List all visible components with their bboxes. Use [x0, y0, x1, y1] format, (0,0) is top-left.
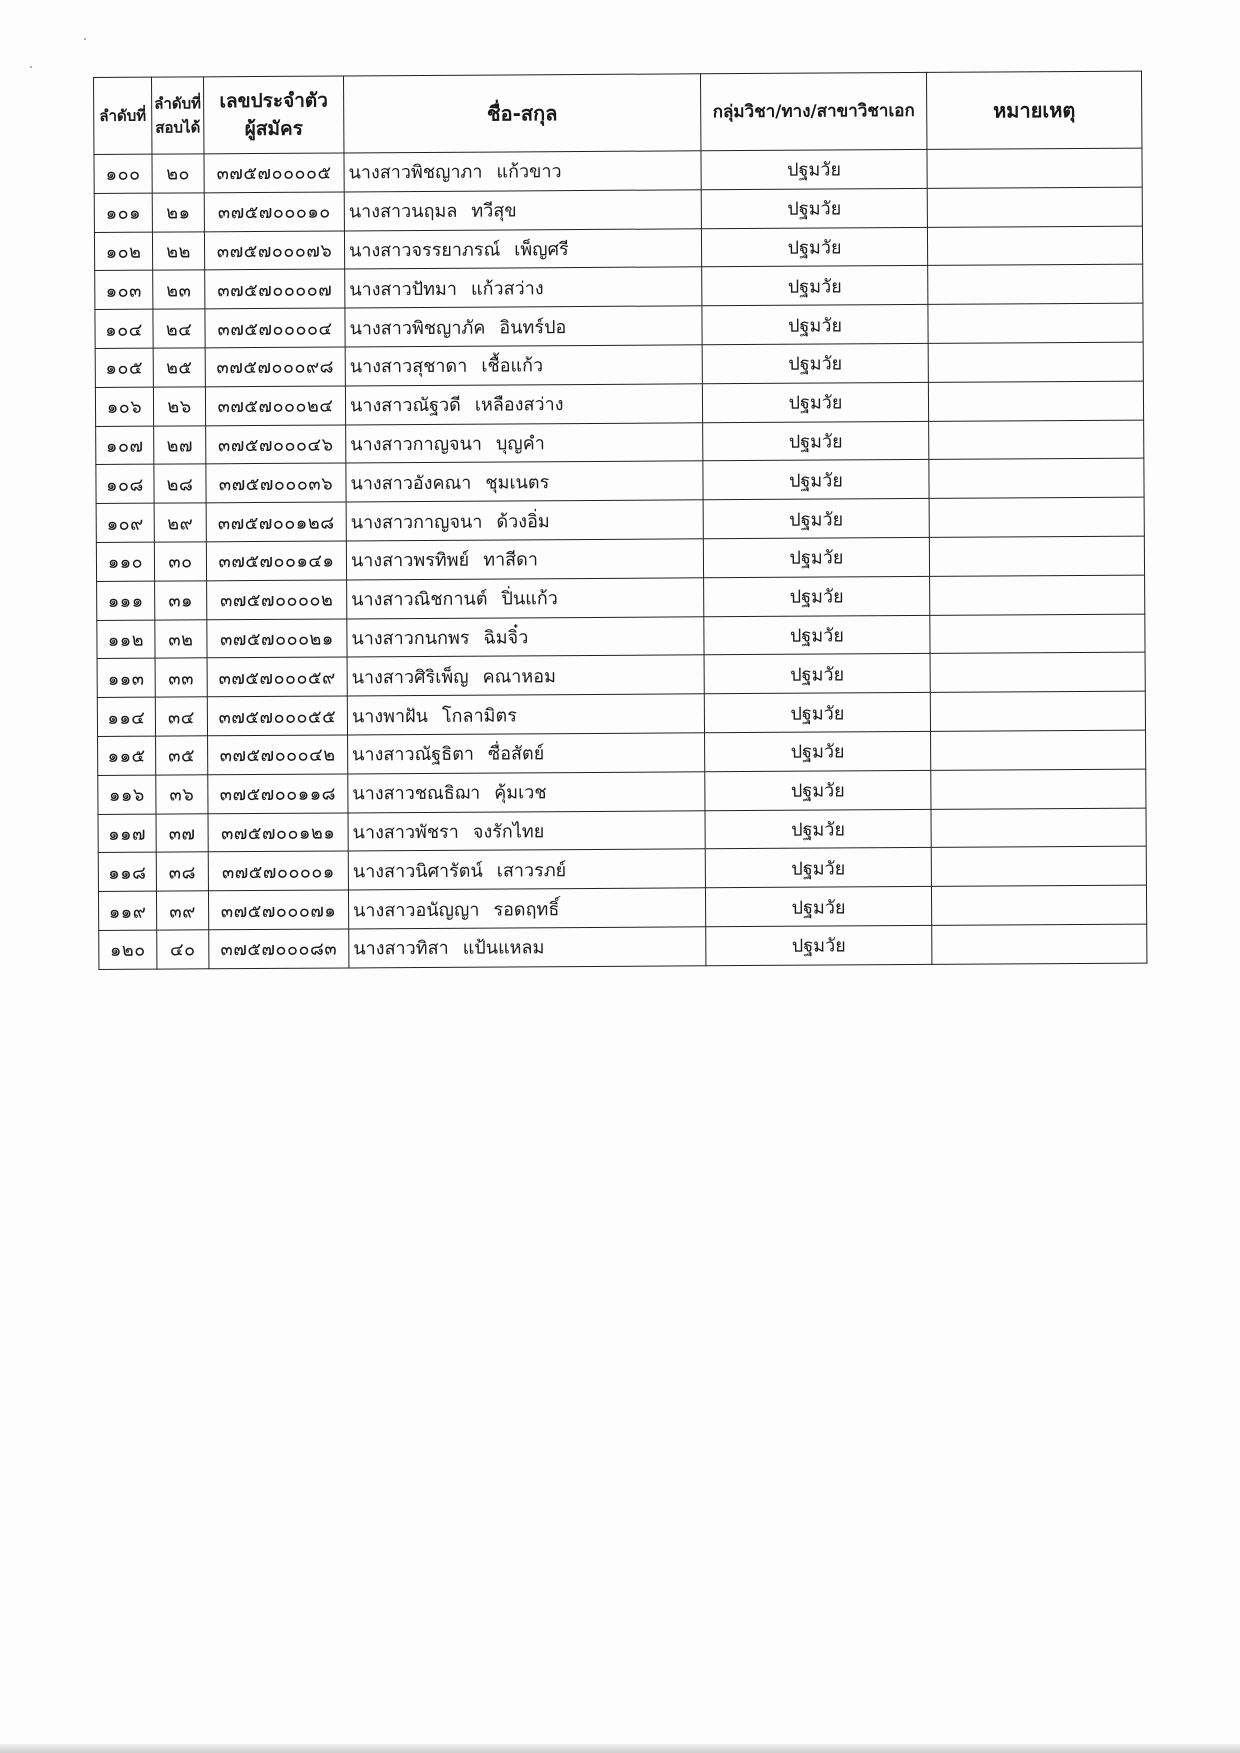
- cell-order: ๑๐๑: [94, 193, 152, 232]
- cell-name: [348, 888, 705, 929]
- last-name: แก้วขาว: [496, 161, 562, 183]
- cell-remark: [929, 420, 1144, 460]
- cell-rank: ๒๘: [154, 464, 206, 503]
- first-name: นางสาวสุชาดา: [349, 356, 468, 378]
- cell-subject: ปฐมวัย: [704, 615, 930, 655]
- cell-name: [346, 422, 703, 463]
- first-name: นางสาวกาญจนา: [350, 433, 483, 456]
- first-name: นางสาวพิชญาภัค: [349, 317, 486, 340]
- cell-order: ๑๑๑: [97, 581, 155, 620]
- cell-order: ๑๐๗: [96, 426, 154, 465]
- last-name: บุญคำ: [495, 433, 545, 455]
- cell-remark: [928, 342, 1143, 382]
- last-name: ด้วงอิ่ม: [496, 510, 550, 533]
- cell-subject: ปฐมวัย: [701, 227, 927, 267]
- cell-order: ๑๑๔: [97, 697, 155, 736]
- cell-name: [348, 772, 705, 813]
- header-remark: หมายเหตุ: [926, 71, 1141, 149]
- table-row: [96, 536, 1144, 581]
- header-applicant-id: เลขประจำตัว ผู้สมัคร: [204, 76, 344, 154]
- cell-applicant-id: ๓๗๕๗๐๐๐๔๖: [206, 425, 346, 465]
- first-name: นางสาวนฤมล: [348, 200, 458, 223]
- scan-speck: [84, 38, 86, 40]
- cell-remark: [928, 381, 1143, 421]
- cell-rank: ๓๔: [155, 697, 207, 736]
- cell-subject: ปฐมวัย: [705, 731, 931, 771]
- cell-rank: ๒๓: [153, 270, 205, 309]
- last-name: อินทร์ปอ: [499, 316, 567, 339]
- table-row: [95, 303, 1143, 348]
- cell-remark: [931, 769, 1146, 809]
- cell-subject: ปฐมวัย: [702, 266, 928, 306]
- cell-rank: ๔๐: [157, 930, 209, 969]
- header-subject: กลุ่มวิชา/ทาง/สาขาวิชาเอก: [700, 72, 926, 150]
- cell-remark: [931, 730, 1146, 770]
- cell-rank: ๒๕: [153, 348, 205, 387]
- last-name: คณาหอม: [482, 665, 556, 688]
- first-name: นางพาฝัน: [351, 705, 429, 727]
- last-name: แป้นแหลม: [462, 937, 545, 960]
- cell-applicant-id: ๓๗๕๗๐๐๐๐๔: [205, 308, 345, 348]
- cell-name: [344, 151, 701, 192]
- first-name: นางสาวทิสา: [353, 938, 449, 960]
- cell-applicant-id: ๓๗๕๗๐๐๐๒๔: [205, 386, 345, 426]
- cell-applicant-id: ๓๗๕๗๐๐๐๘๓: [209, 929, 349, 969]
- cell-remark: [927, 148, 1142, 188]
- first-name: นางสาวณัฐธิตา: [352, 744, 475, 766]
- cell-order: ๑๑๓: [97, 658, 155, 697]
- cell-name: [344, 190, 701, 231]
- first-name: นางสาวศิริเพ็ญ: [351, 666, 469, 689]
- cell-name: [347, 694, 704, 735]
- table-row: [96, 420, 1144, 465]
- first-name: นางสาวนิศารัตน์: [352, 860, 483, 883]
- cell-remark: [929, 458, 1144, 498]
- cell-order: ๑๑๐: [96, 542, 154, 581]
- cell-order: ๑๐๔: [95, 309, 153, 348]
- cell-applicant-id: ๓๗๕๗๐๐๐๐๗: [205, 269, 345, 309]
- cell-rank: ๓๒: [155, 619, 207, 658]
- cell-order: ๑๐๒: [94, 232, 152, 271]
- last-name: รอดฤทธิ์: [493, 898, 560, 921]
- cell-name: [346, 500, 703, 541]
- cell-subject: ปฐมวัย: [705, 809, 931, 849]
- cell-name: [346, 539, 703, 580]
- cell-order: ๑๑๕: [98, 736, 156, 775]
- cell-remark: [929, 497, 1144, 537]
- table-row: [99, 924, 1147, 969]
- scan-speck: [30, 66, 32, 68]
- cell-name: [348, 810, 705, 851]
- table-row: [98, 730, 1146, 775]
- cell-subject: ปฐมวัย: [704, 576, 930, 616]
- header-order: ลำดับที่: [94, 77, 152, 154]
- first-name: นางสาวพิชญาภา: [348, 162, 483, 184]
- cell-rank: ๒๙: [154, 503, 206, 542]
- first-name: นางสาวณิชกานต์: [351, 588, 488, 611]
- cell-subject: ปฐมวัย: [703, 460, 929, 500]
- cell-remark: [927, 187, 1142, 227]
- cell-remark: [931, 846, 1146, 886]
- last-name: เสาวรภย์: [496, 859, 567, 882]
- cell-order: ๑๐๙: [96, 503, 154, 542]
- cell-subject: ปฐมวัย: [703, 499, 929, 539]
- cell-subject: ปฐมวัย: [701, 188, 927, 228]
- last-name: เพ็ญศรี: [514, 239, 569, 261]
- cell-applicant-id: ๓๗๕๗๐๐๑๔๑: [206, 541, 346, 581]
- first-name: นางสาวณัฐวดี: [349, 394, 461, 417]
- table-row: [97, 652, 1145, 697]
- cell-applicant-id: ๓๗๕๗๐๐๐๙๘: [205, 347, 345, 387]
- cell-applicant-id: ๓๗๕๗๐๐๐๕๕: [207, 696, 347, 736]
- cell-subject: ปฐมวัย: [705, 770, 931, 810]
- cell-applicant-id: ๓๗๕๗๐๐๑๑๘: [208, 774, 348, 814]
- last-name: คุ้มเวช: [494, 782, 547, 804]
- table-header-row: [94, 71, 1142, 154]
- cell-remark: [930, 614, 1145, 654]
- cell-rank: ๓๘: [156, 852, 208, 891]
- cell-subject: ปฐมวัย: [703, 421, 929, 461]
- cell-remark: [932, 924, 1147, 964]
- cell-rank: ๓๙: [156, 891, 208, 930]
- first-name: นางสาวปัทมา: [349, 278, 458, 301]
- cell-remark: [931, 808, 1146, 848]
- first-name: นางสาวอังคณา: [350, 472, 472, 495]
- cell-subject: ปฐมวัย: [702, 343, 928, 383]
- cell-order: ๑๑๙: [98, 891, 156, 930]
- cell-applicant-id: ๓๗๕๗๐๐๐๕๙: [207, 657, 347, 697]
- cell-applicant-id: ๓๗๕๗๐๐๐๐๕: [204, 153, 344, 193]
- cell-order: ๑๐๘: [96, 465, 154, 504]
- cell-order: ๑๒๐: [99, 930, 157, 969]
- last-name: จงรักไทย: [472, 821, 545, 843]
- results-table: [93, 71, 1147, 970]
- cell-subject: ปฐมวัย: [705, 848, 931, 888]
- cell-name: [347, 616, 704, 657]
- cell-subject: ปฐมวัย: [704, 693, 930, 733]
- header-rank: ลำดับที่ สอบได้: [152, 77, 204, 154]
- cell-order: ๑๑๗: [98, 814, 156, 853]
- table-row: [96, 497, 1144, 542]
- cell-rank: ๓๑: [155, 581, 207, 620]
- cell-rank: ๓๕: [156, 736, 208, 775]
- cell-applicant-id: ๓๗๕๗๐๐๐๐๒: [207, 580, 347, 620]
- cell-remark: [928, 303, 1143, 343]
- cell-applicant-id: ๓๗๕๗๐๐๑๒๑: [208, 813, 348, 853]
- cell-order: ๑๐๖: [95, 387, 153, 426]
- cell-rank: ๒๑: [152, 193, 204, 232]
- last-name: ทวีสุข: [471, 200, 517, 222]
- cell-subject: ปฐมวัย: [706, 925, 932, 965]
- table-row: [94, 187, 1142, 232]
- cell-remark: [929, 536, 1144, 576]
- cell-subject: ปฐมวัย: [703, 537, 929, 577]
- last-name: เหลืองสว่าง: [474, 394, 564, 416]
- last-name: ทาสีดา: [483, 549, 539, 571]
- table-row: [98, 808, 1146, 853]
- cell-name: [345, 306, 702, 347]
- cell-order: ๑๐๓: [95, 271, 153, 310]
- table-row: [97, 614, 1145, 659]
- last-name: ปิ่นแก้ว: [501, 588, 558, 610]
- first-name: นางสาวพัชรา: [352, 821, 459, 844]
- first-name: นางสาวกนกพร: [351, 627, 470, 650]
- cell-remark: [931, 885, 1146, 925]
- table-row: [95, 381, 1143, 426]
- cell-order: ๑๐๕: [95, 348, 153, 387]
- cell-rank: ๒๗: [154, 425, 206, 464]
- last-name: เชื้อแก้ว: [481, 355, 544, 378]
- table-body: [94, 148, 1147, 969]
- cell-applicant-id: ๓๗๕๗๐๐๐๐๑: [208, 851, 348, 891]
- cell-name: [348, 733, 705, 774]
- cell-applicant-id: ๓๗๕๗๐๐๐๗๖: [204, 231, 344, 271]
- cell-order: ๑๑๒: [97, 620, 155, 659]
- last-name: แก้วสว่าง: [470, 278, 544, 300]
- cell-rank: ๒๔: [153, 309, 205, 348]
- cell-applicant-id: ๓๗๕๗๐๐๑๒๘: [206, 502, 346, 542]
- cell-order: ๑๐๐: [94, 154, 152, 193]
- cell-name: [346, 461, 703, 502]
- cell-remark: [930, 575, 1145, 615]
- table-row: [95, 342, 1143, 387]
- cell-rank: ๒๐: [152, 154, 204, 193]
- cell-applicant-id: ๓๗๕๗๐๐๐๔๒: [208, 735, 348, 775]
- cell-subject: ปฐมวัย: [705, 887, 931, 927]
- cell-applicant-id: ๓๗๕๗๐๐๐๗๑: [208, 890, 348, 930]
- cell-applicant-id: ๓๗๕๗๐๐๐๓๖: [206, 463, 346, 503]
- table-row: [95, 264, 1143, 309]
- last-name: ซื่อสัตย์: [487, 743, 545, 765]
- first-name: นางสาวชณธิฌา: [352, 782, 481, 805]
- last-name: ชุมเนตร: [485, 471, 550, 494]
- table-row: [97, 691, 1145, 736]
- cell-name: [345, 345, 702, 386]
- table-row: [98, 885, 1146, 930]
- cell-subject: ปฐมวัย: [702, 382, 928, 422]
- cell-subject: ปฐมวัย: [702, 305, 928, 345]
- table-row: [98, 769, 1146, 814]
- table-row: [98, 846, 1146, 891]
- scan-bottom-edge: [0, 1744, 1240, 1753]
- table-row: [94, 226, 1142, 271]
- table-row: [96, 458, 1144, 503]
- cell-name: [347, 655, 704, 696]
- cell-subject: ปฐมวัย: [704, 654, 930, 694]
- last-name: โกลามิตร: [441, 704, 517, 727]
- cell-rank: ๓๖: [156, 775, 208, 814]
- first-name: นางสาวพรทิพย์: [350, 550, 470, 572]
- cell-remark: [930, 691, 1145, 731]
- cell-rank: ๓๓: [155, 658, 207, 697]
- cell-applicant-id: ๓๗๕๗๐๐๐๒๑: [207, 619, 347, 659]
- first-name: นางสาวอนัญญา: [353, 899, 480, 921]
- cell-remark: [928, 264, 1143, 304]
- cell-name: [345, 384, 702, 425]
- header-name: ชื่อ-สกุล: [343, 74, 700, 153]
- results-table-wrapper: [93, 71, 1146, 970]
- cell-order: ๑๑๘: [98, 852, 156, 891]
- cell-rank: ๒๖: [153, 387, 205, 426]
- table-row: [94, 148, 1142, 193]
- cell-rank: ๓๐: [154, 542, 206, 581]
- first-name: นางสาวจรรยาภรณ์: [349, 239, 501, 262]
- cell-order: ๑๑๖: [98, 775, 156, 814]
- cell-name: [345, 267, 702, 308]
- cell-remark: [930, 652, 1145, 692]
- cell-name: [349, 927, 706, 968]
- cell-name: [347, 578, 704, 619]
- cell-name: [344, 228, 701, 269]
- cell-remark: [927, 226, 1142, 266]
- table-row: [97, 575, 1145, 620]
- last-name: ฉิมจิ๋ว: [483, 627, 529, 649]
- cell-applicant-id: ๓๗๕๗๐๐๐๑๐: [204, 192, 344, 232]
- cell-subject: ปฐมวัย: [701, 149, 927, 189]
- cell-rank: ๒๒: [152, 231, 204, 270]
- first-name: นางสาวกาญจนา: [350, 511, 483, 533]
- cell-name: [348, 849, 705, 890]
- cell-rank: ๓๗: [156, 813, 208, 852]
